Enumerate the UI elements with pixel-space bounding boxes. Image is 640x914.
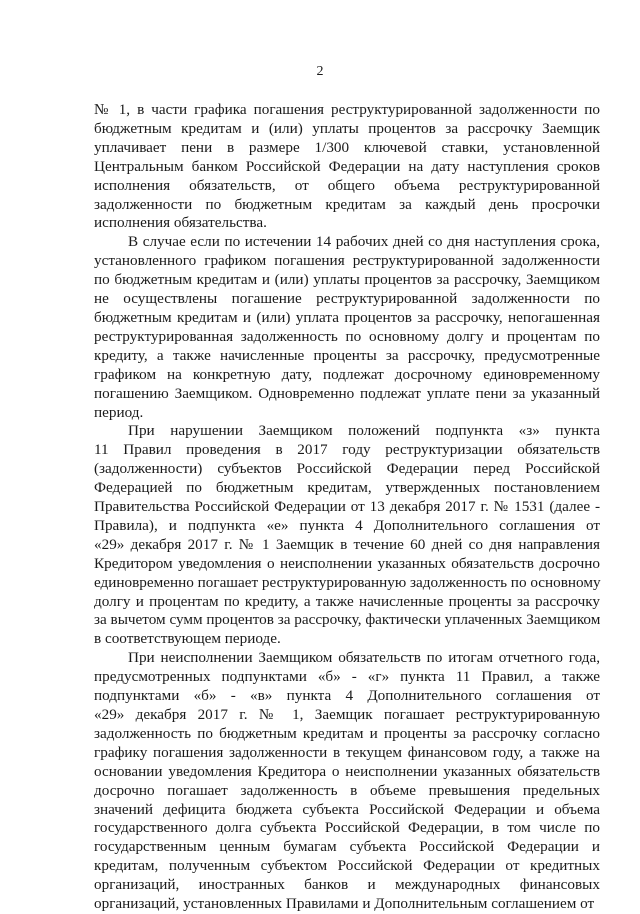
text-line: предусмотренных подпунктами «б» - «г» пункта 11 Правил, а также — [94, 668, 600, 686]
text-line: погашению Заемщиком. Одновременно подлежат уплате пени за указанный — [94, 384, 600, 402]
text-line: установленного графиком погашения реструктурированной задолженности — [94, 252, 600, 270]
text-line: досрочно погашает задолженность в объеме превышения предельных — [94, 781, 600, 799]
paragraph — [94, 101, 600, 233]
page-number: 2 — [316, 64, 324, 79]
text-line: за вычетом сумм процентов за рассрочку, фактически уплаченных Заемщиком — [94, 611, 601, 629]
text-line: задолженность по бюджетным кредитам и проценты за рассрочку согласно — [94, 724, 600, 742]
text-line: (задолженности) субъектов Российской Федерации перед Российской — [94, 460, 600, 478]
text-line: задолженности по бюджетным кредитам за каждый день просрочки — [94, 195, 600, 213]
text-line: реструктурированная задолженность по основному долгу и процентам по — [94, 327, 600, 345]
text-line: исполнения обязательств, от общего объема реструктурированной — [94, 176, 600, 194]
text-line: При нарушении Заемщиком положений подпункта «з» пункта — [128, 422, 600, 440]
text-line: в соответствующем периоде. — [94, 630, 281, 648]
text-line: период. — [94, 403, 144, 421]
text-line: долгу и процентам по кредиту, а также начисленные проценты за рассрочку — [94, 592, 600, 610]
text-line: Кредитором уведомления о неисполнении указанных обязательств досрочно — [94, 554, 600, 572]
text-line: кредитам, полученным субъектом Российской Федерации от кредитных — [94, 857, 600, 875]
text-line: графику погашения задолженности в текущем финансовом году, а также на — [94, 743, 600, 761]
text-line: уплачивает пени в размере 1/300 ключевой ставки, установленной — [94, 138, 600, 156]
text-line: Правила), и подпункта «е» пункта 4 Дополнительного соглашения от — [94, 516, 600, 534]
text-line: графиком на конкретную дату, подлежат досрочному единовременному — [94, 365, 600, 383]
text-line: организаций, установленных Правилами и Дополнительным соглашением от — [94, 895, 595, 913]
text-line: исполнения обязательства. — [94, 214, 267, 232]
text-line: государственным ценным бумагам субъекта Российской Федерации и — [94, 838, 600, 856]
text-line: При неисполнении Заемщиком обязательств по итогам отчетного года, — [128, 649, 600, 667]
paragraph — [94, 233, 600, 422]
text-line: по бюджетным кредитам и (или) уплаты процентов за рассрочку, Заемщиком — [94, 271, 600, 289]
paragraph — [94, 422, 600, 649]
document-body — [94, 101, 600, 914]
text-line: бюджетным кредитам и (или) уплата процентов за рассрочку, непогашенная — [94, 308, 600, 326]
text-line: значений дефицита бюджета субъекта Российской Федерации и объема — [94, 800, 600, 818]
text-line: единовременно погашает реструктурированную задолженность по основному — [94, 573, 601, 591]
text-line: Федерацией по бюджетным кредитам, утвержденных постановлением — [94, 479, 600, 497]
text-line: бюджетным кредитам и (или) уплаты процентов за рассрочку Заемщик — [94, 119, 600, 137]
text-line: В случае если по истечении 14 рабочих дней со дня наступления срока, — [128, 233, 600, 251]
text-line: 11 Правил проведения в 2017 году реструктуризации обязательств — [94, 441, 600, 459]
text-line: «29» декабря 2017 г. № 1, Заемщик погашает реструктурированную — [94, 706, 600, 723]
text-line: Центральным банком Российской Федерации на дату наступления сроков — [94, 157, 600, 175]
paragraph — [94, 649, 600, 914]
text-line: подпунктами «б» - «в» пункта 4 Дополнительного соглашения от — [94, 687, 600, 705]
text-line: не осуществлены погашение реструктурированной задолженности по — [94, 290, 600, 308]
text-line: Правительства Российской Федерации от 13 декабря 2017 г. № 1531 (далее - — [94, 498, 600, 516]
text-line: основании уведомления Кредитора о неисполнении указанных обязательств — [94, 762, 600, 780]
text-line: «29» декабря 2017 г. № 1 Заемщик в течение 60 дней со дня направления — [94, 535, 600, 553]
text-line: государственного долга субъекта Российской Федерации, в том числе по — [94, 819, 600, 837]
text-line: организаций, иностранных банков и международных финансовых — [94, 876, 600, 894]
text-line: № 1, в части графика погашения реструктурированной задолженности по — [94, 101, 600, 118]
text-line: кредиту, а также начисленные проценты за рассрочку, предусмотренные — [94, 346, 600, 364]
